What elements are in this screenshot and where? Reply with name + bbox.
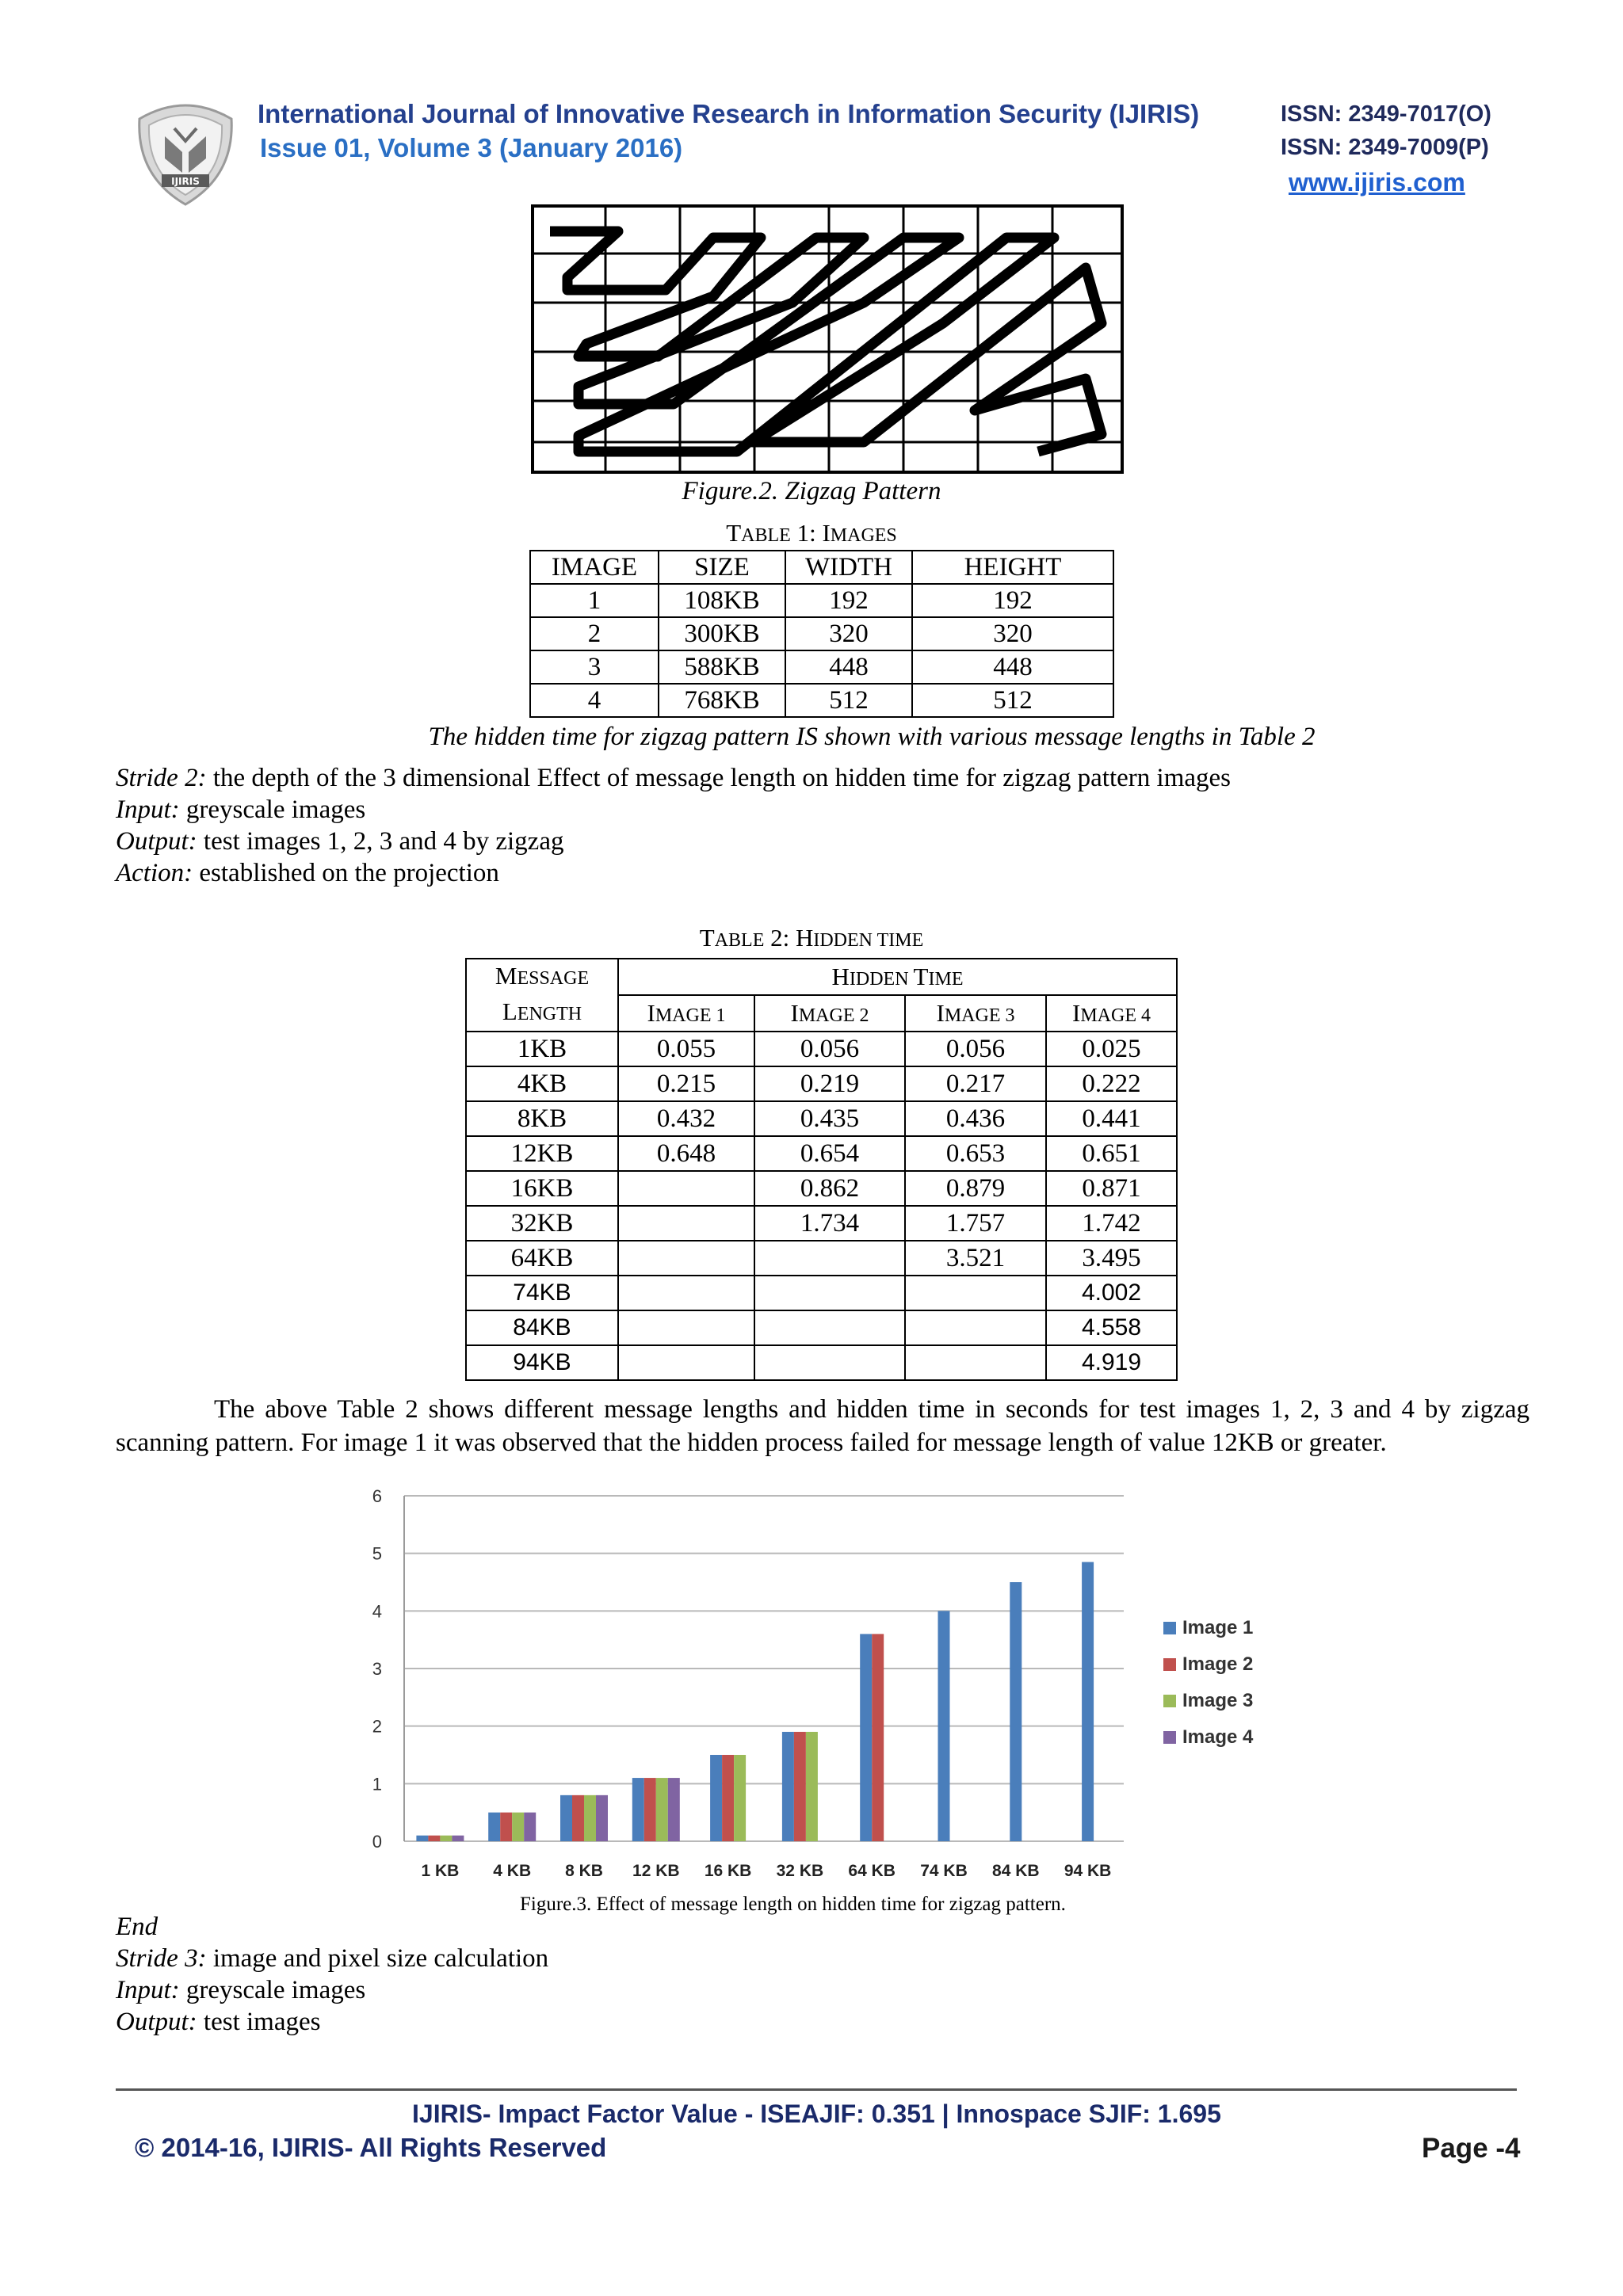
table-cell: 4.558 xyxy=(1046,1310,1177,1345)
legend-label: Image 1 xyxy=(1182,1617,1254,1638)
table-cell: 0.879 xyxy=(905,1171,1046,1206)
issn-online: ISSN: 2349-7017(O) xyxy=(1281,101,1491,127)
table-cell: 1.734 xyxy=(754,1206,905,1241)
x-tick-label: 94 KB xyxy=(1064,1862,1112,1880)
x-tick-label: 1 KB xyxy=(421,1862,460,1880)
issn-print: ISSN: 2349-7009(P) xyxy=(1281,135,1489,160)
bar xyxy=(938,1611,950,1841)
x-tick-label: 8 KB xyxy=(565,1862,603,1880)
table-cell xyxy=(754,1310,905,1345)
legend-swatch xyxy=(1163,1731,1176,1744)
table-row xyxy=(530,650,1113,684)
table-cell xyxy=(754,1241,905,1276)
bar xyxy=(572,1795,584,1841)
table-row xyxy=(466,1276,1177,1310)
table-row xyxy=(466,1206,1177,1241)
table-row xyxy=(466,1345,1177,1380)
table-cell: 0.862 xyxy=(754,1171,905,1206)
output2-line: Output: test images xyxy=(116,2008,321,2036)
table-cell: 2 xyxy=(530,617,659,650)
table-cell: 0.648 xyxy=(618,1136,754,1171)
table-cell: 588KB xyxy=(659,650,785,684)
journal-issue: Issue 01, Volume 3 (January 2016) xyxy=(260,133,683,162)
bar xyxy=(488,1813,500,1841)
legend-label: Image 2 xyxy=(1182,1653,1254,1675)
hidden-time-chart xyxy=(349,1474,1300,1894)
table-cell: 768KB xyxy=(659,684,785,717)
chart-svg xyxy=(349,1474,1300,1894)
x-tick-label: 32 KB xyxy=(776,1862,824,1880)
footer-impact: IJIRIS- Impact Factor Value - ISEAJIF: 0.351 | Innospace SJIF: 1.695 xyxy=(412,2100,1221,2128)
bar xyxy=(524,1813,536,1841)
table-cell: 512 xyxy=(785,684,912,717)
legend-label: Image 4 xyxy=(1182,1726,1254,1748)
y-tick-label: 1 xyxy=(372,1774,382,1794)
action-line: Action: established on the projection xyxy=(116,859,499,887)
table1-note: The hidden time for zigzag pattern IS shown with various message lengths in Table 2 xyxy=(428,723,1316,751)
output-line: Output: test images 1, 2, 3 and 4 by zigzag xyxy=(116,827,564,856)
input2-line: Input: greyscale images xyxy=(116,1976,366,2004)
table-cell: 16KB xyxy=(466,1171,618,1206)
y-tick-label: 2 xyxy=(372,1716,382,1737)
hidden-time-header: HIDDEN TIME xyxy=(618,959,1177,995)
table-cell: 0.025 xyxy=(1046,1032,1177,1066)
table-cell: 448 xyxy=(912,650,1113,684)
bar xyxy=(560,1795,572,1841)
table-cell: 192 xyxy=(912,584,1113,617)
bar xyxy=(1082,1562,1094,1841)
table-cell: 1KB xyxy=(466,1032,618,1066)
bar xyxy=(512,1813,524,1841)
table-cell xyxy=(618,1171,754,1206)
table-cell: 64KB xyxy=(466,1241,618,1276)
table-cell: 0.871 xyxy=(1046,1171,1177,1206)
table-cell: 4.919 xyxy=(1046,1345,1177,1380)
table-cell xyxy=(618,1345,754,1380)
bar xyxy=(794,1732,806,1841)
zigzag-pattern-figure xyxy=(531,204,1124,474)
table-cell: 4.002 xyxy=(1046,1276,1177,1310)
images-table xyxy=(529,550,1114,718)
y-tick-label: 6 xyxy=(372,1486,382,1506)
table-cell xyxy=(618,1206,754,1241)
table-cell: 4 xyxy=(530,684,659,717)
footer-divider xyxy=(116,2088,1517,2091)
journal-website-link[interactable]: www.ijiris.com xyxy=(1289,168,1465,196)
column-header: IMAGE 3 xyxy=(905,995,1046,1032)
table-cell: 300KB xyxy=(659,617,785,650)
bar xyxy=(584,1795,596,1841)
bar xyxy=(452,1836,464,1841)
table-cell: 108KB xyxy=(659,584,785,617)
table-cell xyxy=(905,1345,1046,1380)
table-cell: 0.056 xyxy=(754,1032,905,1066)
table1-title: TABLE 1: IMAGES xyxy=(726,519,897,547)
table-cell: 0.432 xyxy=(618,1101,754,1136)
stride2-line: Stride 2: the depth of the 3 dimensional Effect of message length on hidden time for zigzag pattern images xyxy=(116,764,1231,792)
table-cell: 0.653 xyxy=(905,1136,1046,1171)
bar xyxy=(806,1732,818,1841)
table-header-row xyxy=(530,551,1113,584)
input-line: Input: greyscale images xyxy=(116,795,366,824)
bar xyxy=(782,1732,794,1841)
table-row xyxy=(530,684,1113,717)
table-cell xyxy=(618,1241,754,1276)
column-header: IMAGE 2 xyxy=(754,995,905,1032)
table-cell: 1.742 xyxy=(1046,1206,1177,1241)
table-cell xyxy=(905,1276,1046,1310)
footer-copyright: © 2014-16, IJIRIS- All Rights Reserved xyxy=(135,2133,607,2162)
bar xyxy=(1010,1582,1022,1841)
figure2-caption: Figure.2. Zigzag Pattern xyxy=(682,477,941,505)
bar xyxy=(722,1755,734,1841)
table-cell: 12KB xyxy=(466,1136,618,1171)
table-cell xyxy=(754,1276,905,1310)
column-header: HEIGHT xyxy=(912,551,1113,584)
table-cell: 3 xyxy=(530,650,659,684)
table-cell: 84KB xyxy=(466,1310,618,1345)
table-row xyxy=(530,584,1113,617)
bar xyxy=(710,1755,722,1841)
table-row xyxy=(466,1101,1177,1136)
table-row xyxy=(466,1066,1177,1101)
x-tick-label: 74 KB xyxy=(920,1862,968,1880)
table-row xyxy=(466,1241,1177,1276)
bar xyxy=(596,1795,608,1841)
table-cell: 0.654 xyxy=(754,1136,905,1171)
table-cell: 448 xyxy=(785,650,912,684)
x-tick-label: 16 KB xyxy=(704,1862,752,1880)
bar xyxy=(734,1755,746,1841)
table-cell: 0.056 xyxy=(905,1032,1046,1066)
bar xyxy=(872,1634,884,1841)
table-cell: 0.651 xyxy=(1046,1136,1177,1171)
legend-swatch xyxy=(1163,1658,1176,1671)
table2-paragraph: The above Table 2 shows different message lengths and hidden time in seconds for test images 1, 2, 3 and 4 by zigzag scanning pattern. For image 1 it was observed that the hidden process failed for message length of value 12KB or greater. xyxy=(116,1395,1529,1457)
bar xyxy=(656,1778,668,1841)
bar xyxy=(632,1778,644,1841)
legend-swatch xyxy=(1163,1695,1176,1707)
y-tick-label: 5 xyxy=(372,1543,382,1564)
y-tick-label: 4 xyxy=(372,1601,382,1622)
table-cell xyxy=(754,1345,905,1380)
table-cell: 1.757 xyxy=(905,1206,1046,1241)
stride3-line: Stride 3: image and pixel size calculation xyxy=(116,1944,549,1973)
table-cell: 1 xyxy=(530,584,659,617)
column-header: IMAGE 4 xyxy=(1046,995,1177,1032)
logo-text: IJIRIS xyxy=(171,176,200,187)
legend-swatch xyxy=(1163,1622,1176,1634)
y-tick-label: 0 xyxy=(372,1832,382,1852)
legend-label: Image 3 xyxy=(1182,1690,1254,1711)
bar xyxy=(416,1836,428,1841)
table-cell: 94KB xyxy=(466,1345,618,1380)
x-tick-label: 12 KB xyxy=(632,1862,680,1880)
table-row xyxy=(530,617,1113,650)
table-cell: 32KB xyxy=(466,1206,618,1241)
table-cell: 3.495 xyxy=(1046,1241,1177,1276)
bar xyxy=(500,1813,512,1841)
table-cell: 0.055 xyxy=(618,1032,754,1066)
bar xyxy=(440,1836,452,1841)
y-tick-label: 3 xyxy=(372,1659,382,1679)
bar xyxy=(644,1778,656,1841)
table-cell: 0.441 xyxy=(1046,1101,1177,1136)
table-row xyxy=(466,1136,1177,1171)
table2-title: TABLE 2: HIDDEN TIME xyxy=(699,924,924,952)
footer-page-number: Page -4 xyxy=(1422,2133,1521,2164)
table-cell: 0.215 xyxy=(618,1066,754,1101)
table-cell: 0.217 xyxy=(905,1066,1046,1101)
table-cell: 3.521 xyxy=(905,1241,1046,1276)
figure3-caption: Figure.3. Effect of message length on hidden time for zigzag pattern. xyxy=(520,1894,1066,1915)
table-cell: 320 xyxy=(912,617,1113,650)
x-tick-label: 84 KB xyxy=(992,1862,1040,1880)
table-cell: 320 xyxy=(785,617,912,650)
table-cell: 0.435 xyxy=(754,1101,905,1136)
table-row xyxy=(466,1310,1177,1345)
x-tick-label: 4 KB xyxy=(493,1862,532,1880)
table-cell xyxy=(618,1276,754,1310)
table-cell: 192 xyxy=(785,584,912,617)
hidden-time-table xyxy=(465,958,1178,1381)
bar xyxy=(668,1778,680,1841)
table-cell: 512 xyxy=(912,684,1113,717)
bar xyxy=(428,1836,440,1841)
column-header: WIDTH xyxy=(785,551,912,584)
column-header: SIZE xyxy=(659,551,785,584)
end-label: End xyxy=(116,1913,158,1941)
table-cell: 0.222 xyxy=(1046,1066,1177,1101)
journal-logo xyxy=(133,97,238,206)
table-header-row xyxy=(466,959,1177,995)
table-cell: 74KB xyxy=(466,1276,618,1310)
message-length-header: MESSAGE LENGTH xyxy=(466,959,618,1032)
table-cell: 0.219 xyxy=(754,1066,905,1101)
table-cell: 4KB xyxy=(466,1066,618,1101)
journal-title: International Journal of Innovative Research in Information Security (IJIRIS) xyxy=(258,99,1200,128)
table-cell xyxy=(618,1310,754,1345)
bar xyxy=(860,1634,872,1841)
table-cell xyxy=(905,1310,1046,1345)
column-header: IMAGE 1 xyxy=(618,995,754,1032)
table-cell: 0.436 xyxy=(905,1101,1046,1136)
table-row xyxy=(466,1171,1177,1206)
x-tick-label: 64 KB xyxy=(848,1862,896,1880)
table-cell: 8KB xyxy=(466,1101,618,1136)
column-header: IMAGE xyxy=(530,551,659,584)
table-row xyxy=(466,1032,1177,1066)
